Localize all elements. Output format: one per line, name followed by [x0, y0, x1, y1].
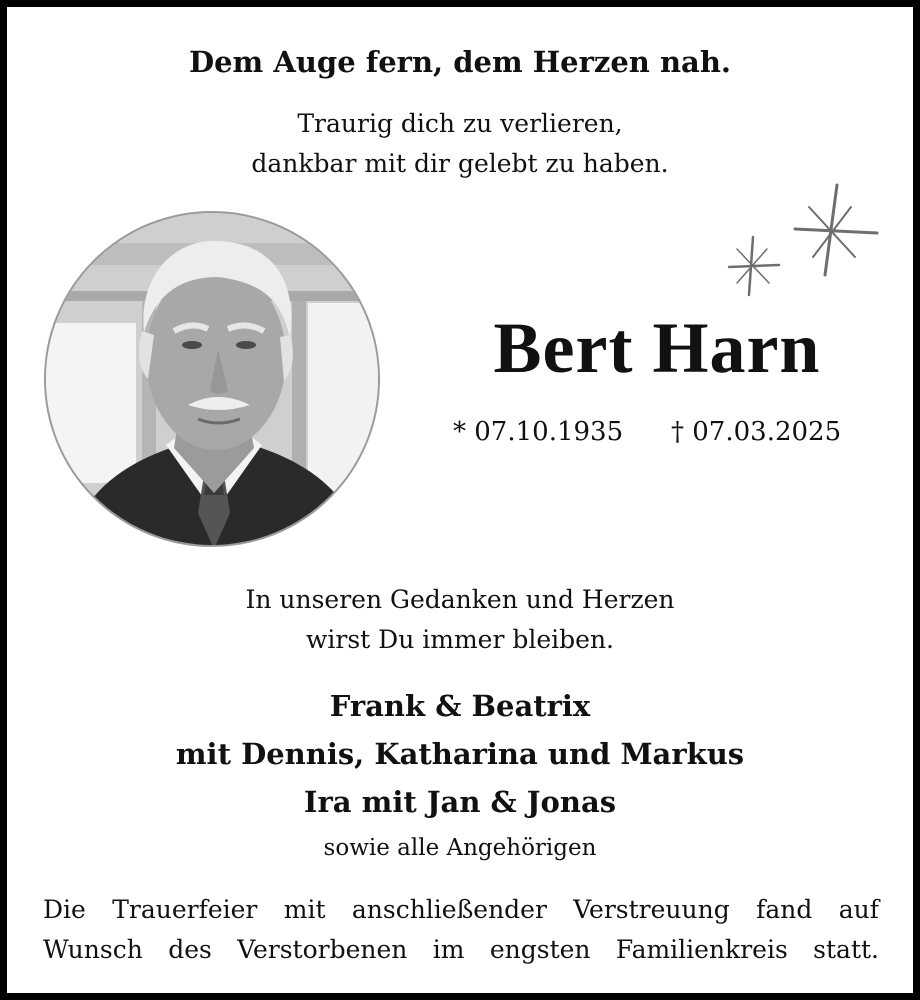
- verse-line-2: dankbar mit dir gelebt zu haben.: [251, 149, 669, 178]
- thoughts-line-1: In unseren Gedanken und Herzen: [245, 585, 675, 614]
- family-line-1: Frank & Beatrix: [329, 689, 591, 723]
- family-line-2: mit Dennis, Katharina und Markus: [175, 737, 745, 771]
- thoughts-line-2: wirst Du immer bleiben.: [306, 625, 614, 654]
- portrait-photo: [44, 211, 380, 547]
- portrait-illustration: [46, 213, 380, 547]
- funeral-note-line-1: Die Trauerfeier mit anschließender Verstreuung fand auf: [43, 895, 879, 924]
- funeral-note-line-2: Wunsch des Verstorbenen im engsten Familienkreis statt.: [43, 935, 879, 964]
- verse-line-1: Traurig dich zu verlieren,: [297, 109, 623, 138]
- family-line-3: Ira mit Jan & Jonas: [303, 785, 617, 819]
- birth-date: * 07.10.1935: [453, 417, 624, 447]
- deceased-name: Bert Harn: [493, 308, 821, 388]
- death-date: † 07.03.2025: [671, 417, 842, 447]
- star-sparkle-icon: [717, 177, 887, 302]
- relatives-line: sowie alle Angehörigen: [323, 835, 597, 861]
- motto: Dem Auge fern, dem Herzen nah.: [188, 45, 732, 79]
